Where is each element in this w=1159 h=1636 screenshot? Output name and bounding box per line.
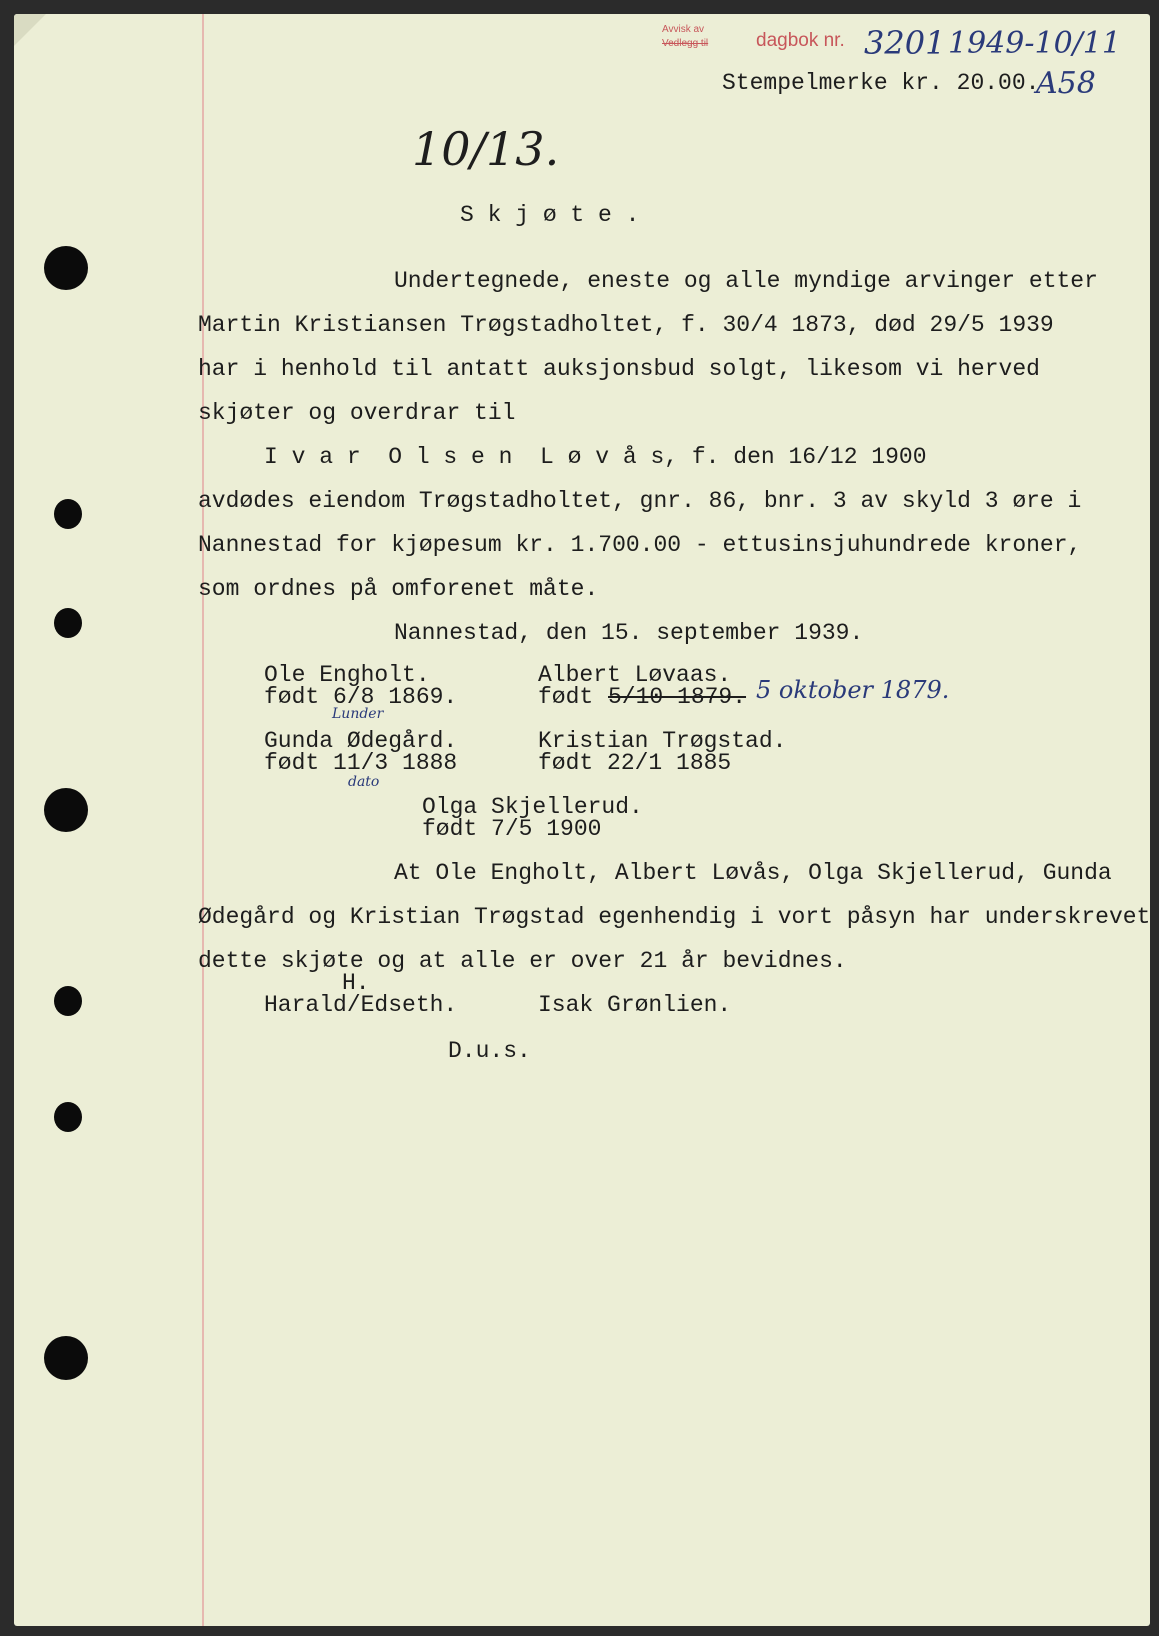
body-line: skjøter og overdrar til (198, 400, 516, 426)
witness-line: Ødegård og Kristian Trøgstad egenhendig i vort påsyn har underskrevet (198, 904, 1150, 930)
buyer-line: I v a r O l s e n L ø v å s, f. den 16/12 1900 (264, 444, 927, 470)
closing-mark: D.u.s. (448, 1038, 531, 1064)
body-line: Undertegnede, eneste og alle myndige arvinger etter (394, 268, 1098, 294)
signatory-born: født 7/5 1900 (422, 816, 602, 842)
page-corner-fold (14, 14, 46, 46)
witness-initial: H. (342, 970, 370, 996)
signatory-name: Gunda Ødegård. (264, 728, 458, 754)
signatory-correction: 5 oktober 1879. (756, 676, 950, 704)
signatory-born: født 22/1 1885 (538, 750, 732, 776)
punch-hole (44, 246, 88, 290)
signatory-born-label: født (538, 684, 608, 710)
punch-hole (44, 788, 88, 832)
stamp-vedlegg: Vedlegg til (662, 38, 709, 49)
body-line: har i henhold til antatt auksjonsbud solgt, likesom vi herved (198, 356, 1040, 382)
stamp-avvisk: Avvisk av (662, 24, 705, 35)
signatory-name: Olga Skjellerud. (422, 794, 643, 820)
body-line: Nannestad for kjøpesum kr. 1.700.00 - ettusinsjuhundrede kroner, (198, 532, 1082, 558)
body-line: som ordnes på omforenet måte. (198, 576, 599, 602)
punch-hole (54, 608, 82, 638)
body-line: avdødes eiendom Trøgstadholtet, gnr. 86, bnr. 3 av skyld 3 øre i (198, 488, 1082, 514)
signatory-name: Albert Løvaas. (538, 662, 732, 688)
document-title: S k j ø t e . (460, 202, 640, 228)
document-page (14, 14, 1150, 1626)
punch-hole (54, 1102, 82, 1132)
witness-signature: Harald/Edseth. (264, 992, 458, 1018)
corner-mark: A58 (1036, 66, 1096, 101)
punch-hole (54, 499, 82, 529)
dagbok-number: 3201 (864, 24, 946, 62)
body-line: Martin Kristiansen Trøgstadholtet, f. 30/4 1873, død 29/5 1939 (198, 312, 1054, 338)
stempelmerke-line: Stempelmerke kr. 20.00. (722, 70, 1040, 96)
signatory-born-struck: 5/10 1879. (608, 684, 747, 710)
margin-rule (202, 14, 204, 1626)
signatory-born: født 6/8 1869. (264, 684, 458, 710)
witness-line: dette skjøte og at alle er over 21 år bevidnes. (198, 948, 847, 974)
document-number: 10/13. (412, 122, 560, 176)
signatory-name: Kristian Trøgstad. (538, 728, 787, 754)
witness-signature: Isak Grønlien. (538, 992, 732, 1018)
witness-line: At Ole Engholt, Albert Løvås, Olga Skjellerud, Gunda (394, 860, 1112, 886)
punch-hole (44, 1336, 88, 1380)
signatory-note: Lunder (332, 706, 384, 722)
place-date: Nannestad, den 15. september 1939. (394, 620, 864, 646)
signatory-note: dato (348, 774, 380, 790)
signatory-born: født 11/3 1888 (264, 750, 458, 776)
signatory-name: Ole Engholt. (264, 662, 430, 688)
year-reference: 1949-10/11 (948, 26, 1121, 61)
dagbok-label: dagbok nr. (756, 30, 845, 51)
punch-hole (54, 986, 82, 1016)
